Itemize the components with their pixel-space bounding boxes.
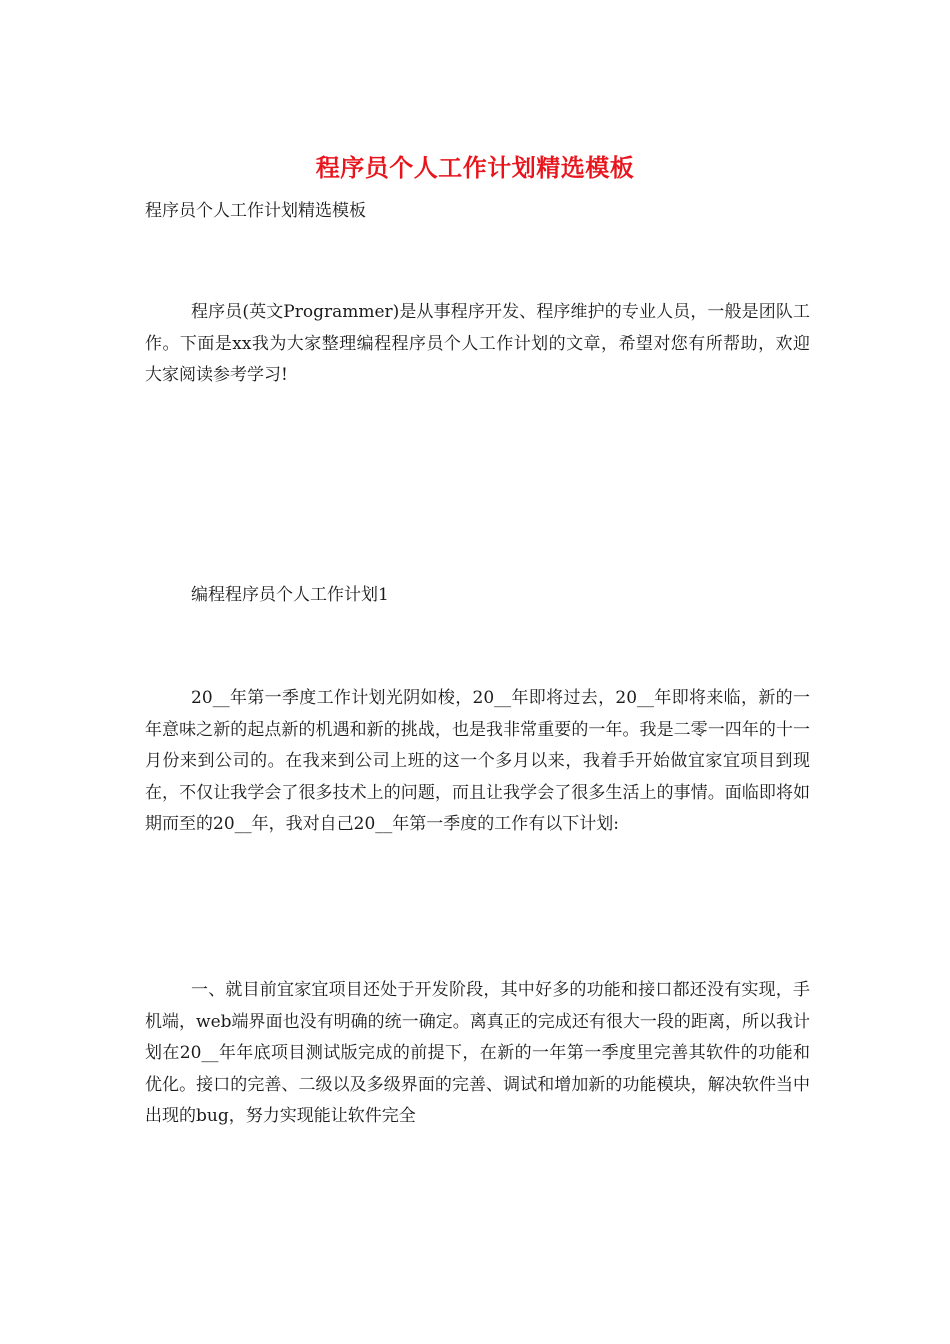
body-paragraph-1: 20__年第一季度工作计划光阴如梭，20__年即将过去，20__年即将来临，新的一年意味之新的起点新的机遇和新的挑战，也是我非常重要的一年。我是二零一四年的十一月份来到公司的。在我来到公司上班的这一个多月以来，我着手开始做宜家宜项目到现在，不仅让我学会了很多技术上的问题，而且让我学会了很多生活上的事情。面临即将如期而至的20__年，我对自己20__年第一季度的工作有以下计划: [145, 688, 810, 834]
intro-paragraph: 程序员(英文Programmer)是从事程序开发、程序维护的专业人员，一般是团队工作。下面是xx我为大家整理编程程序员个人工作计划的文章，希望对您有所帮助，欢迎大家阅读参考学习! [145, 302, 810, 385]
section-heading: 编程程序员个人工作计划1 [191, 585, 389, 605]
document-title: 程序员个人工作计划精选模板 [315, 153, 635, 182]
body-paragraph-2: 一、就目前宜家宜项目还处于开发阶段，其中好多的功能和接口都还没有实现，手机端，web端界面也没有明确的统一确定。离真正的完成还有很大一段的距离，所以我计划在20__年年底项目测试版完成的前提下，在新的一年第一季度里完善其软件的功能和优化。接口的完善、二级以及多级界面的完善、调试和增加新的功能模块，解决软件当中出现的bug，努力实现能让软件完全 [145, 980, 810, 1126]
document-subtitle: 程序员个人工作计划精选模板 [145, 201, 366, 221]
